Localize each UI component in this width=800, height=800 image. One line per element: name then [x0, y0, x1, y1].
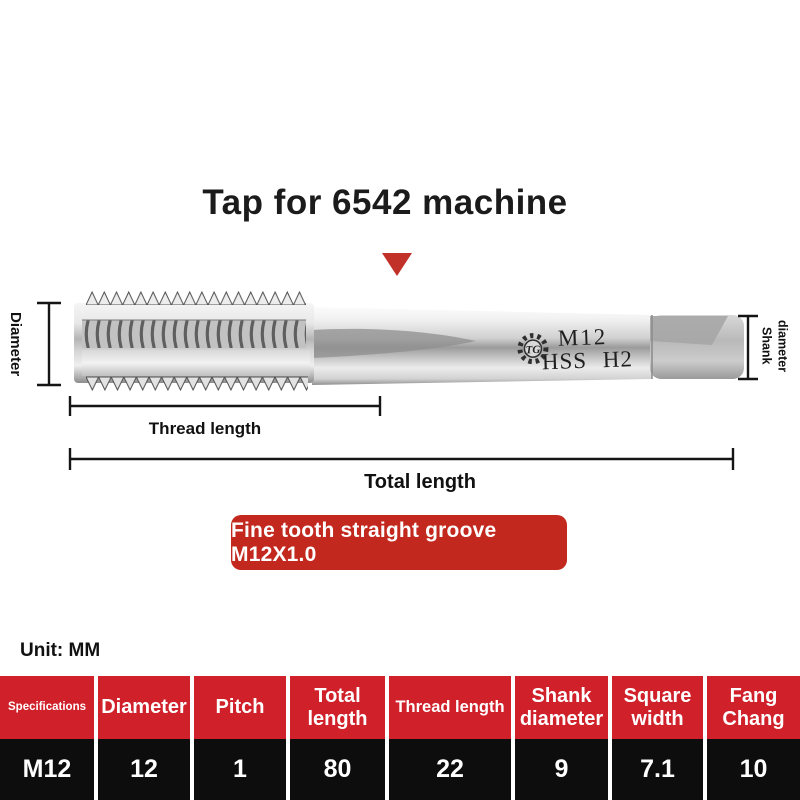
cell-specifications-value: M12: [0, 739, 94, 800]
shank-diameter-label: [758, 309, 789, 383]
col-header-pitch: Pitch: [194, 676, 286, 739]
dim-total-length: [70, 448, 733, 470]
cell-total-length-value: 80: [290, 739, 385, 800]
tap-thread-flute: [82, 350, 310, 376]
diameter-label: Diameter: [7, 311, 24, 377]
engraving-material-text: HSS H2: [541, 346, 634, 375]
dim-thread-length: [70, 396, 380, 416]
page-title: Tap for 6542 machine: [202, 183, 568, 222]
col-header-specifications: Specifications: [0, 676, 94, 739]
engraving-size-text: M12: [557, 324, 608, 351]
dim-diameter: [37, 303, 61, 385]
tap-thread-ribs: [82, 320, 306, 348]
tap-diagram: [0, 270, 800, 500]
tap-thread-teeth-bottom: [86, 376, 308, 391]
cell-thread-length-value: 22: [389, 739, 511, 800]
shank-diameter-label-line2: diameter: [775, 319, 790, 373]
cell-square-width-value: 7.1: [612, 739, 703, 800]
col-header-shank-diameter: Shank diameter: [515, 676, 608, 739]
shank-diameter-label-line1: Shank: [759, 327, 774, 365]
col-header-fang-chang: Fang Chang: [707, 676, 800, 739]
spec-table: [0, 676, 800, 800]
thread-length-label: Thread length: [148, 419, 262, 438]
product-badge: Fine tooth straight groove M12X1.0: [231, 515, 567, 570]
col-header-total-length: Total length: [290, 676, 385, 739]
unit-label: Unit: MM: [20, 640, 101, 661]
cell-pitch-value: 1: [194, 739, 286, 800]
cell-diameter-value: 12: [98, 739, 190, 800]
col-header-thread-length: Thread length: [389, 676, 511, 739]
tap-thread-teeth-top: [86, 291, 306, 305]
col-header-diameter: Diameter: [98, 676, 190, 739]
cell-fang-chang-value: 10: [707, 739, 800, 800]
col-header-square-width: Square width: [612, 676, 703, 739]
brand-text: TG: [525, 343, 541, 357]
cell-shank-diameter-value: 9: [515, 739, 608, 800]
total-length-label: Total length: [364, 471, 476, 493]
